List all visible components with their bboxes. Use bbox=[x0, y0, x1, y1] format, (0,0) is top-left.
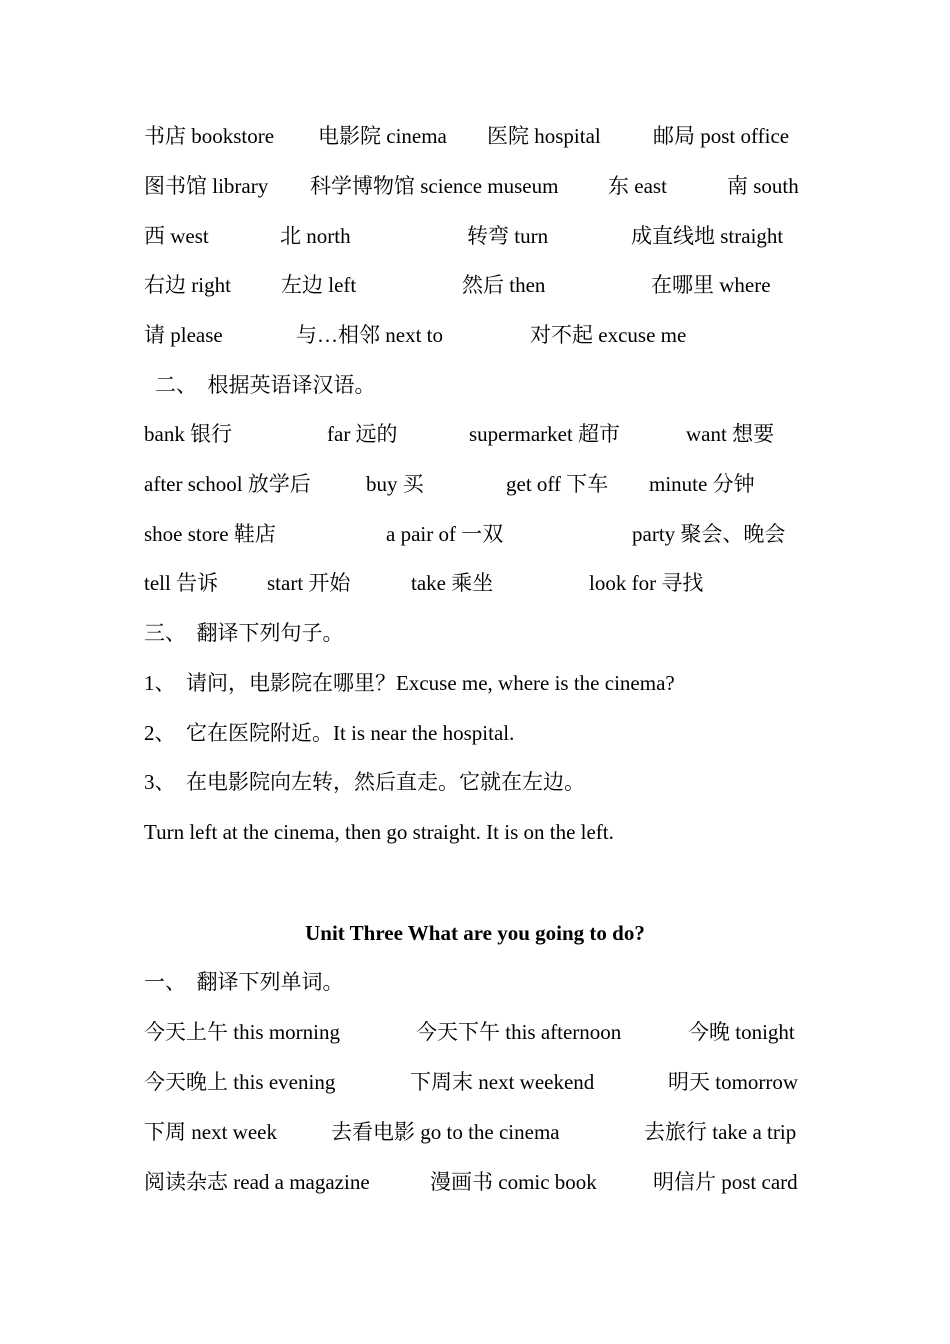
sentence-answer: Turn left at the cinema, then go straight. It is on the left. bbox=[144, 820, 614, 844]
vocab-item: get off 下车 bbox=[506, 472, 609, 496]
vocab-item: 电影院 cinema bbox=[318, 124, 447, 148]
vocab-item: 去旅行 take a trip bbox=[644, 1120, 797, 1144]
vocab-item: take 乘坐 bbox=[411, 571, 494, 595]
vocab-item: after school 放学后 bbox=[144, 472, 311, 496]
section-heading: 一、 翻译下列单词。 bbox=[144, 970, 344, 994]
vocab-item: 下周末 next weekend bbox=[410, 1070, 595, 1094]
sentence-item: 2、 它在医院附近。It is near the hospital. bbox=[144, 721, 515, 745]
vocab-row bbox=[144, 318, 814, 352]
vocab-item: 东 east bbox=[608, 174, 667, 198]
vocab-item: tell 告诉 bbox=[144, 571, 219, 595]
vocab-item: start 开始 bbox=[267, 571, 351, 595]
vocab-item: shoe store 鞋店 bbox=[144, 522, 276, 546]
vocab-item: 然后 then bbox=[462, 273, 546, 297]
vocab-item: look for 寻找 bbox=[589, 571, 704, 595]
vocab-item: 今天上午 this morning bbox=[144, 1020, 341, 1044]
vocab-row bbox=[144, 1065, 814, 1099]
vocab-row bbox=[144, 268, 814, 302]
vocab-item: minute 分钟 bbox=[649, 472, 755, 496]
vocab-item: 南 south bbox=[727, 174, 799, 198]
vocab-row bbox=[144, 1015, 814, 1049]
vocab-item: 明信片 post card bbox=[653, 1170, 798, 1194]
section-heading: 三、 翻译下列句子。 bbox=[144, 621, 344, 645]
vocab-item: bank 银行 bbox=[144, 422, 233, 446]
vocab-item: 转弯 turn bbox=[467, 224, 549, 248]
unit-title: Unit Three What are you going to do? bbox=[305, 921, 645, 945]
vocab-item: 书店 bookstore bbox=[144, 124, 275, 148]
vocab-row bbox=[144, 1115, 814, 1149]
vocab-item: 请 please bbox=[144, 323, 223, 347]
vocab-item: 北 north bbox=[280, 224, 351, 248]
vocab-item: 左边 left bbox=[281, 273, 357, 297]
vocab-row bbox=[144, 219, 814, 253]
vocab-item: 对不起 excuse me bbox=[530, 323, 687, 347]
vocab-row bbox=[144, 119, 814, 153]
vocab-row bbox=[144, 1165, 814, 1199]
vocab-item: 与…相邻 next to bbox=[296, 323, 443, 347]
vocab-item: 明天 tomorrow bbox=[668, 1070, 799, 1094]
vocab-item: 西 west bbox=[144, 224, 209, 248]
vocab-item: buy 买 bbox=[366, 472, 424, 496]
sentence-item: 3、 在电影院向左转，然后直走。它就在左边。 bbox=[144, 770, 585, 794]
vocab-item: 右边 right bbox=[144, 273, 231, 297]
vocab-item: 漫画书 comic book bbox=[430, 1170, 597, 1194]
vocab-item: far 远的 bbox=[327, 422, 398, 446]
vocab-item: 在哪里 where bbox=[651, 273, 771, 297]
vocab-item: 下周 next week bbox=[144, 1120, 277, 1144]
vocab-item: 去看电影 go to the cinema bbox=[331, 1120, 560, 1144]
vocab-item: a pair of 一双 bbox=[386, 522, 504, 546]
vocab-row bbox=[144, 417, 814, 451]
vocab-item: 邮局 post office bbox=[653, 124, 790, 148]
vocab-item: 成直线地 straight bbox=[631, 224, 784, 248]
section-heading: 二、 根据英语译汉语。 bbox=[155, 373, 376, 397]
vocab-item: 科学博物馆 science museum bbox=[310, 174, 559, 198]
vocab-item: party 聚会、晚会 bbox=[632, 522, 786, 546]
vocab-item: 医院 hospital bbox=[487, 124, 601, 148]
vocab-item: 今晚 tonight bbox=[688, 1020, 795, 1044]
vocab-row bbox=[144, 566, 814, 600]
vocab-item: want 想要 bbox=[686, 422, 775, 446]
vocab-item: 今天晚上 this evening bbox=[144, 1070, 336, 1094]
vocab-row bbox=[144, 467, 814, 501]
vocab-item: supermarket 超市 bbox=[469, 422, 621, 446]
vocab-item: 图书馆 library bbox=[144, 174, 269, 198]
vocab-row bbox=[144, 169, 814, 203]
vocab-row bbox=[144, 517, 814, 551]
vocab-item: 阅读杂志 read a magazine bbox=[144, 1170, 370, 1194]
sentence-item: 1、 请问，电影院在哪里？Excuse me, where is the cinema? bbox=[144, 671, 675, 695]
vocab-item: 今天下午 this afternoon bbox=[416, 1020, 622, 1044]
